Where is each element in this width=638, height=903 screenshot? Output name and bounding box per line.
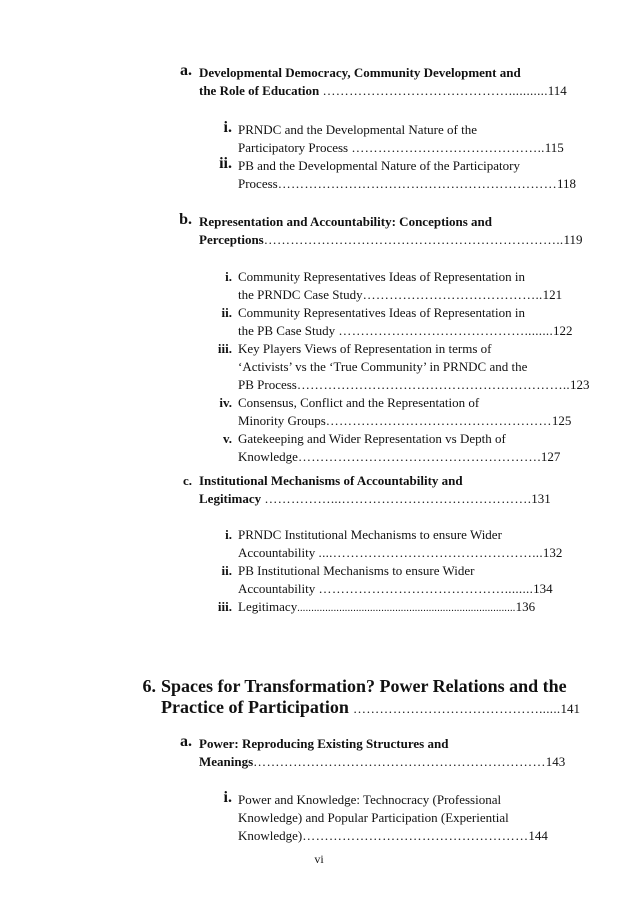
toc-title-line: Perceptions…………………………………………………………..119 (199, 232, 583, 247)
toc-leader: ………………………………………………………… (253, 754, 546, 769)
toc-title-line: Gatekeeping and Wider Representation vs Depth of (238, 431, 506, 446)
toc-marker: b. (179, 211, 192, 228)
toc-leader: ……………………………………........ (338, 323, 554, 338)
toc-leader: ……………………………………...... (352, 701, 561, 716)
toc-title-line: Knowledge)……………………………………………144 (238, 828, 548, 843)
toc-title-line: Developmental Democracy, Community Development and (199, 65, 521, 80)
toc-page-number: 134 (533, 581, 553, 596)
toc-page-number: 144 (528, 828, 548, 843)
toc-title-line: Institutional Mechanisms of Accountability and (199, 473, 463, 488)
toc-title-line: Key Players Views of Representation in terms of (238, 341, 492, 356)
toc-leader: …………………………………………… (302, 828, 529, 843)
toc-marker: 6. (142, 676, 156, 696)
toc-leader: …………………………………………… (325, 413, 552, 428)
toc-marker: i. (223, 789, 232, 806)
toc-marker: a. (180, 733, 192, 750)
toc-title-line: the PRNDC Case Study…………………………………..121 (238, 287, 563, 302)
toc-title-line: Consensus, Conflict and the Representation of (238, 395, 480, 410)
toc-leader: ……………...……………………………………. (264, 491, 532, 506)
toc-title-line: Legitimacy ……………...…………………………………….131 (199, 491, 551, 506)
toc-leader: ………………………………….. (362, 287, 543, 302)
toc-page-number: 132 (542, 545, 563, 560)
toc-title-line: Spaces for Transformation? Power Relations and the (161, 676, 567, 696)
toc-title-line: Meanings…………………………………………………………143 (199, 754, 566, 769)
toc-marker: iii. (217, 341, 232, 356)
toc-marker: i. (225, 269, 232, 284)
toc-page-number: 136 (515, 599, 536, 614)
toc-page-number: 123 (569, 377, 590, 392)
toc-page-number: 114 (547, 83, 567, 98)
toc-page-number: 119 (563, 232, 583, 247)
toc-marker: a. (180, 62, 192, 79)
toc-page-number: 141 (560, 701, 580, 716)
toc-title-line: Practice of Participation ……………………………………......141 (161, 697, 580, 717)
toc-page-number: 127 (540, 449, 561, 464)
toc-marker: c. (182, 473, 192, 488)
toc-title-line: ‘Activists’ vs the ‘True Community’ in PRNDC and the (238, 359, 528, 374)
toc-title-line: Power and Knowledge: Technocracy (Professional (238, 792, 502, 807)
toc-title-line: Legitimacy..............................................................................136 (238, 599, 536, 614)
toc-marker: i. (225, 527, 232, 542)
toc-title-line: Knowledge) and Popular Participation (Experiential (238, 810, 509, 825)
toc-title-line: PB and the Developmental Nature of the Participatory (238, 158, 520, 173)
toc-leader: ………………………………………………. (297, 449, 541, 464)
toc-title-line: Community Representatives Ideas of Representation in (238, 269, 526, 284)
toc-leader: ……………………………………........ (318, 581, 534, 596)
page-number-footer: vi (314, 852, 324, 866)
toc-page-number: 125 (551, 413, 572, 428)
toc-title-line: PB Institutional Mechanisms to ensure Wider (238, 563, 475, 578)
toc-title-line: Knowledge……………………………………………….127 (238, 449, 561, 464)
toc-title-line: Representation and Accountability: Conceptions and (199, 214, 493, 229)
toc-title-line: Accountability ……………………………………........134 (238, 581, 553, 596)
toc-leader: …………………………………………………….. (296, 377, 570, 392)
toc-title-line: Power: Reproducing Existing Structures and (199, 736, 449, 751)
toc-title-line: Process………………………………………………………118 (238, 176, 577, 191)
toc-leader: .............................................................................. (297, 603, 516, 614)
toc-marker: iii. (217, 599, 232, 614)
toc-title-line: Accountability ....………………………………………...132 (238, 545, 563, 560)
toc-title-line: the Role of Education ……………………………………...........114 (199, 83, 567, 98)
toc-marker: i. (223, 119, 232, 136)
toc-title-line: PB Process……………………………………………………..123 (238, 377, 590, 392)
toc-title-line: the PB Case Study ……………………………………........122 (238, 323, 573, 338)
toc-marker: ii. (221, 305, 232, 320)
toc-title-line: Community Representatives Ideas of Representation in (238, 305, 526, 320)
toc-leader: ……………………………………………………… (277, 176, 558, 191)
toc-page-number: 143 (545, 754, 566, 769)
toc-title-line: PRNDC Institutional Mechanisms to ensure Wider (238, 527, 502, 542)
toc-title-line: Minority Groups……………………………………………125 (238, 413, 572, 428)
toc-title-line: Participatory Process ……………………………………..115 (238, 140, 564, 155)
toc-marker: ii. (219, 155, 232, 172)
toc-page-number: 118 (557, 176, 577, 191)
toc-marker: v. (222, 431, 232, 446)
toc-leader: …………………………………….. (351, 140, 545, 155)
toc-page-number: 122 (553, 323, 573, 338)
toc-title-line: PRNDC and the Developmental Nature of the (238, 122, 477, 137)
toc-leader: ....………………………………………... (318, 545, 543, 560)
toc-page-number: 131 (531, 491, 551, 506)
toc-page-number: 121 (542, 287, 563, 302)
toc-leader: ……………………………………........... (322, 83, 548, 98)
toc-leader: ………………………………………………………….. (263, 232, 564, 247)
toc-page-number: 115 (544, 140, 564, 155)
toc-marker: ii. (221, 563, 232, 578)
toc-marker: iv. (219, 395, 232, 410)
